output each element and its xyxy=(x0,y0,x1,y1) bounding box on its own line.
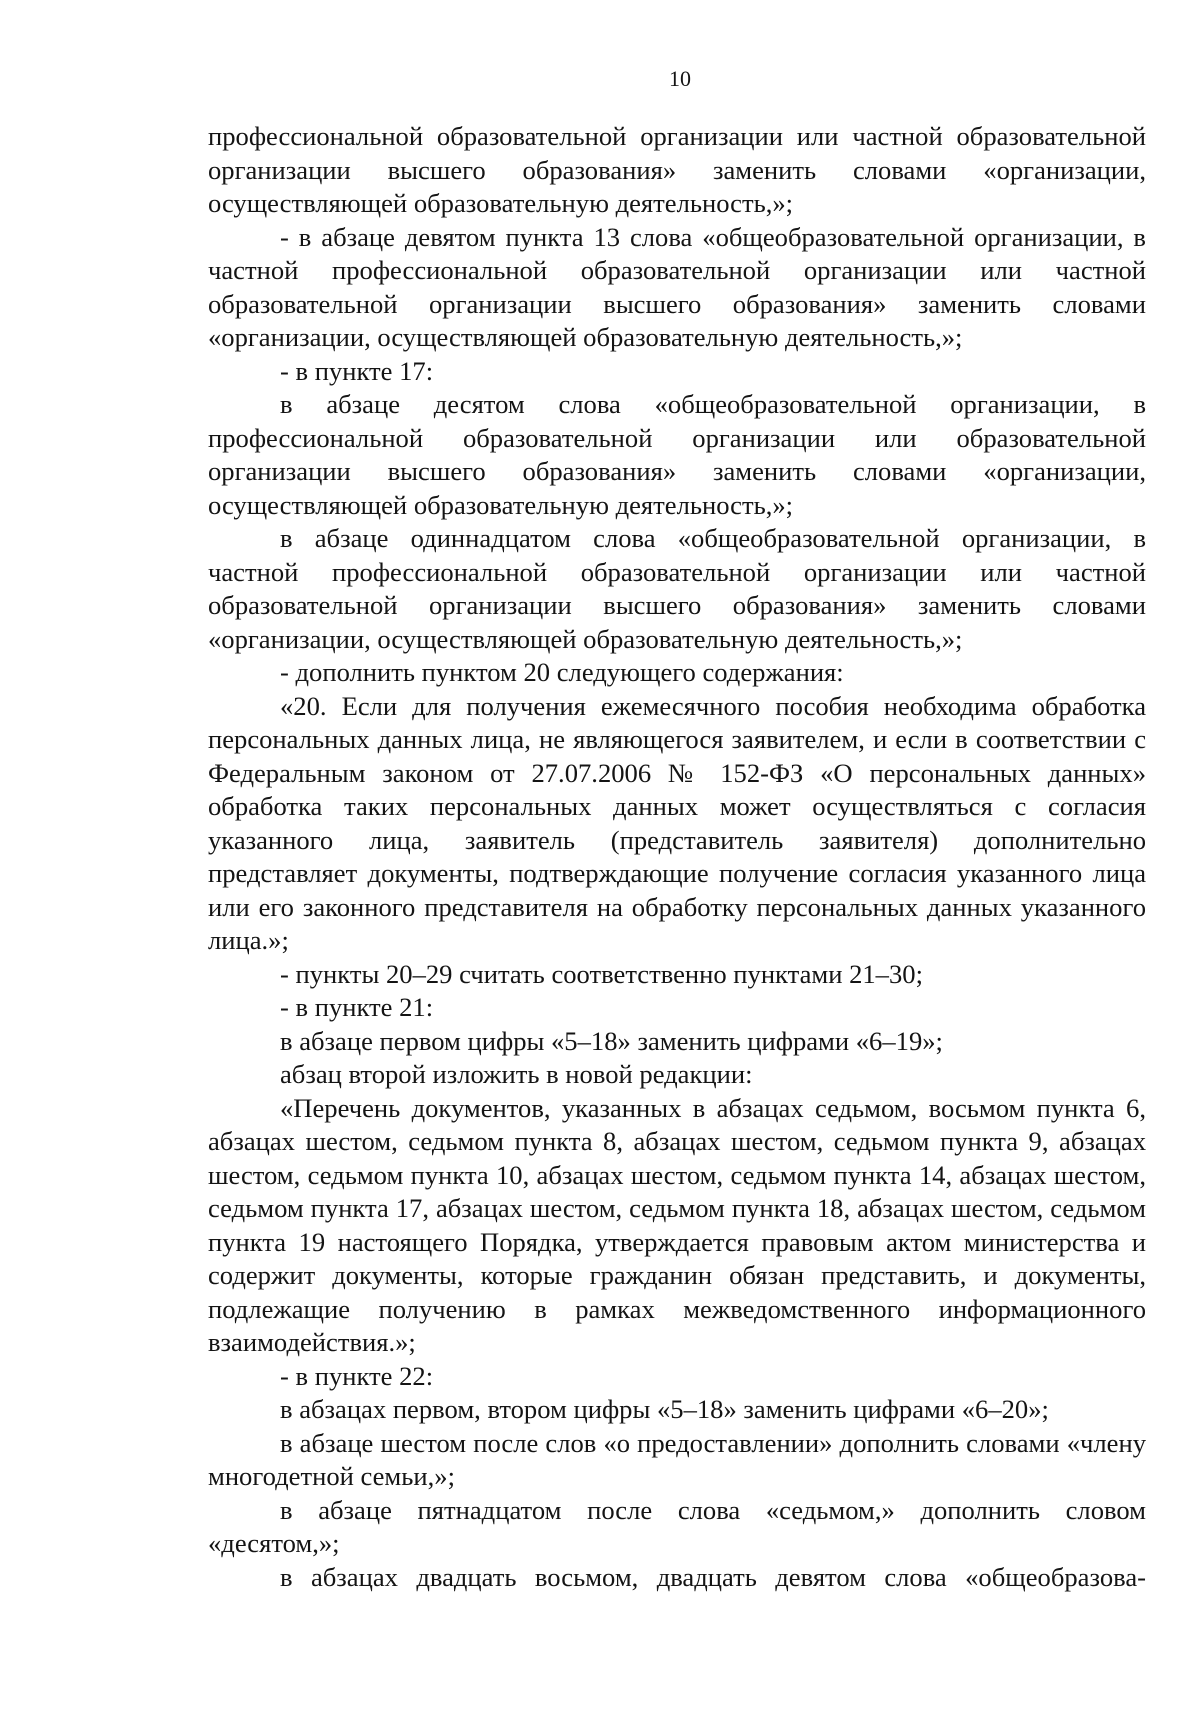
document-body xyxy=(208,120,1146,1594)
paragraph-item-13: - в абзаце девятом пункта 13 слова «общеобразовательной организации, в частной профессиональной образовательной организации или частной образовательной организации высшего образования» заменить словами «организации, осуществляющей образовательную деятельность,»; xyxy=(208,221,1146,352)
page-number: 10 xyxy=(669,66,691,91)
paragraph-document-list: «Перечень документов, указанных в абзацах седьмом, восьмом пункта 6, абзацах шестом, седьмом пункта 8, абзацах шестом, седьмом пункта 9, абзацах шестом, седьмом пункта 10, абзацах шестом, седьмом пункта 14, абзацах шестом, седьмом пункта 17, абзацах шестом, седьмом пункта 18, абзацах шестом, седьмом пункта 19 настоящего Порядка, утверждается правовым актом министерства и содержит документы, которые гражданин обязан представить, и документы, подлежащие получению в рамках межведомственного информационного взаимодействия.»; xyxy=(208,1092,1146,1357)
paragraph-item-21-header: - в пункте 21: xyxy=(280,992,434,1022)
paragraph-abzac-10: в абзаце десятом слова «общеобразовательной организации, в профессиональной образовательной организации или образовательной организации высшего образования» заменить словами «организации, осуществляющей образовательную деятельность,»; xyxy=(208,389,1146,520)
paragraph-item-21-abzac-2: абзац второй изложить в новой редакции: xyxy=(280,1059,753,1089)
paragraph-abzac-11: в абзаце одиннадцатом слова «общеобразовательной организации, в частной профессиональной образовательной организации или частной образовательной организации высшего образования» заменить словами «организации, осуществляющей образовательную деятельность,»; xyxy=(208,523,1146,654)
paragraph-renumber: - пункты 20–29 считать соответственно пунктами 21–30; xyxy=(280,958,923,989)
paragraph-item-21-abzac-1: в абзаце первом цифры «5–18» заменить цифрами «6–19»; xyxy=(280,1025,943,1056)
paragraph-item-20-text: «20. Если для получения ежемесячного пособия необходима обработка персональных данных лица, не являющегося заявителем, и если в соответствии с Федеральным законом от 27.07.2006 № 152-ФЗ «О персональных данных» обработка таких персональных данных может осуществляться с согласия указанного лица, заявитель (представитель заявителя) дополнительно представляет документы, подтверждающие получение согласия указанного лица или его законного представителя на обработку персональных данных указанного лица.»; xyxy=(208,690,1146,955)
paragraph-item-22-abzac-1-2: в абзацах первом, втором цифры «5–18» заменить цифрами «6–20»; xyxy=(280,1394,1049,1424)
paragraph-item-22-abzac-15: в абзаце пятнадцатом после слова «седьмом,» дополнить словом «десятом,»; xyxy=(208,1494,1146,1558)
paragraph-continuation: профессиональной образовательной организации или частной образовательной организации высшего образования» заменить словами «организации, осуществляющей образовательную деятельность,»; xyxy=(208,121,1146,218)
paragraph-add-item-20: - дополнить пунктом 20 следующего содержания: xyxy=(280,657,844,687)
paragraph-item-22-abzac-28-29: в абзацах двадцать восьмом, двадцать девятом слова «общеобразова- xyxy=(280,1561,1146,1592)
paragraph-item-22-abzac-6: в абзаце шестом после слов «о предоставлении» дополнить словами «члену многодетной семьи,»; xyxy=(208,1427,1146,1491)
paragraph-item-17-header: - в пункте 17: xyxy=(280,355,434,386)
paragraph-item-22-header: - в пункте 22: xyxy=(280,1360,434,1391)
